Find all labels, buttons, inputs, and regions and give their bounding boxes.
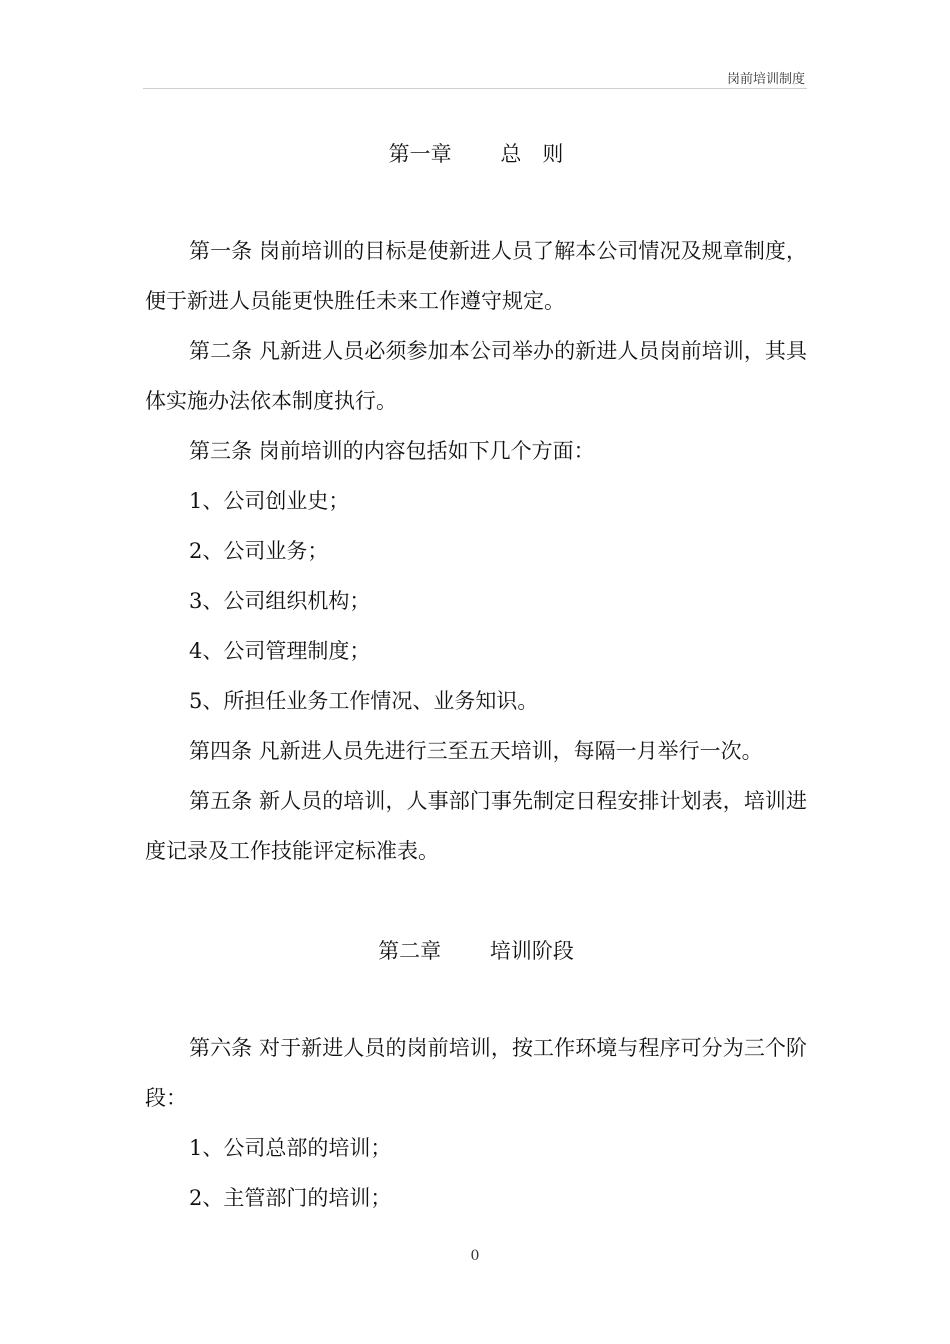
list-item: 4、公司管理制度； <box>189 639 371 663</box>
chapter-1-heading: 第一章 总 则 <box>388 142 564 166</box>
article-2: 第二条 凡新进人员必须参加本公司举办的新进人员岗前培训，其具体实施办法依本制度执行。 <box>145 339 807 413</box>
list-item: 2、主管部门的培训； <box>189 1186 392 1210</box>
header-rule <box>143 88 807 89</box>
article-4: 第四条 凡新进人员先进行三至五天培训，每隔一月举行一次。 <box>189 739 763 763</box>
list-item: 3、公司组织机构； <box>189 589 371 613</box>
running-header: 岗前培训制度 <box>726 72 805 87</box>
article-5: 第五条 新人员的培训，人事部门事先制定日程安排计划表，培训进度记录及工作技能评定标准表。 <box>145 789 807 863</box>
list-item: 5、所担任业务工作情况、业务知识。 <box>189 689 539 713</box>
article-1: 第一条 岗前培训的目标是使新进人员了解本公司情况及规章制度，便于新进人员能更快胜任未来工作遵守规定。 <box>145 239 807 313</box>
page-number: 0 <box>470 1248 480 1264</box>
chapter-2-heading: 第二章 培训阶段 <box>378 939 574 963</box>
list-item: 1、公司创业史； <box>189 489 350 513</box>
list-item: 1、公司总部的培训； <box>189 1136 392 1160</box>
article-3: 第三条 岗前培训的内容包括如下几个方面： <box>189 439 595 463</box>
article-6: 第六条 对于新进人员的岗前培训，按工作环境与程序可分为三个阶段： <box>145 1036 807 1110</box>
list-item: 2、公司业务； <box>189 539 329 563</box>
